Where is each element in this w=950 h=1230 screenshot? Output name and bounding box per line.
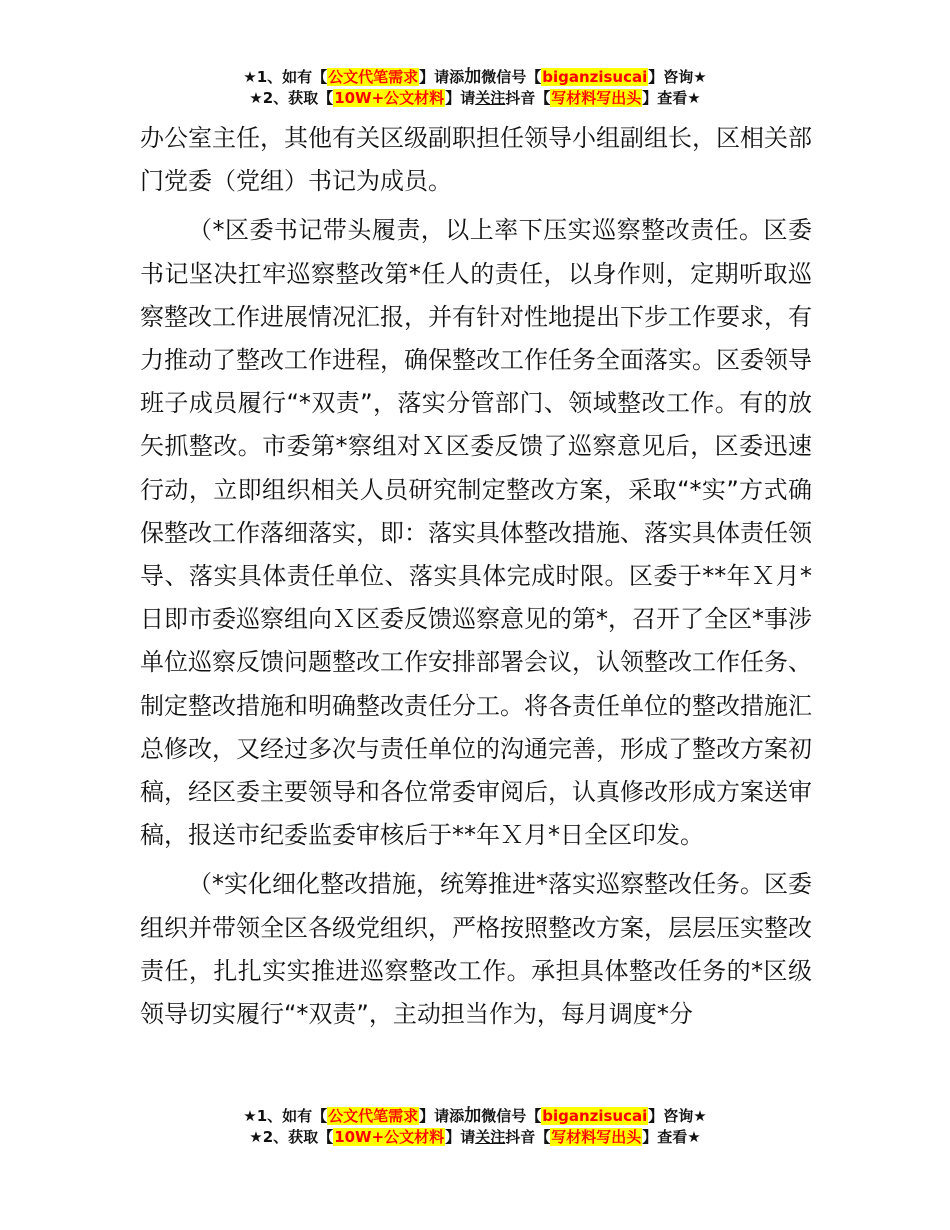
footer-banner-line-2: ★2、获取【10W+公文材料】请关注抖音【写材料写出头】查看★: [249, 1128, 701, 1146]
highlight-materials: 10W+公文材料: [334, 89, 445, 107]
highlight-douyin-account: 写材料写出头: [551, 1128, 642, 1146]
paragraph-rectification-measures: （*实化细化整改措施，统筹推进*落实巡察整改任务。区委组织并带领全区各级党组织，严格按照整改方案，层层压实整改责任，扎扎实实推进巡察整改工作。承担具体整改任务的*区级领导切实履行“*双责”，主动担当作为，每月调度*分: [140, 870, 812, 1029]
highlight-wechat-id: biganzisucai: [542, 1107, 648, 1125]
highlight-wechat-id: biganzisucai: [542, 68, 648, 86]
highlight-douyin-account: 写材料写出头: [551, 89, 642, 107]
footer-banner-line-1: ★1、如有【公文代笔需求】请添加微信号【biganzisucai】咨询★: [243, 1106, 707, 1126]
header-banner: [0, 67, 950, 109]
footer-banner: [0, 1106, 950, 1148]
highlight-materials: 10W+公文材料: [334, 1128, 445, 1146]
underlined-follow: 关注: [475, 89, 506, 107]
document-body: [140, 117, 812, 1036]
header-banner-line-1: ★1、如有【公文代笔需求】请添加微信号【biganzisucai】咨询★: [243, 67, 707, 87]
highlight-ghostwriting: 公文代笔需求: [328, 1107, 419, 1125]
paragraph-secretary-duties: （*区委书记带头履责，以上率下压实巡察整改责任。区委书记坚决扛牢巡察整改第*任人的责任，以身作则，定期听取巡察整改工作进展情况汇报，并有针对性地提出下步工作要求，有力推动了整改工作进程，确保整改工作任务全面落实。区委领导班子成员履行“*双责”，落实分管部门、领域整改工作。有的放矢抓整改。市委第*察组对Ｘ区委反馈了巡察意见后，区委迅速行动，立即组织相关人员研究制定整改方案，采取“*实”方式确保整改工作落细落实，即：落实具体整改措施、落实具体责任领导、落实具体责任单位、落实具体完成时限。区委于**年Ｘ月*日即市委巡察组向Ｘ区委反馈巡察意见的第*，召开了全区*事涉单位巡察反馈问题整改工作安排部署会议，认领整改工作任务、制定整改措施和明确整改责任分工。将各责任单位的整改措施汇总修改，又经过多次与责任单位的沟通完善，形成了整改方案初稿，经区委主要领导和各位常委审阅后，认真修改形成方案送审稿，报送市纪委监委审核后于**年Ｘ月*日全区印发。: [140, 216, 812, 850]
paragraph-continuation: 办公室主任，其他有关区级副职担任领导小组副组长，区相关部门党委（党组）书记为成员。: [140, 124, 812, 196]
header-banner-line-2: ★2、获取【10W+公文材料】请关注抖音【写材料写出头】查看★: [249, 89, 701, 107]
highlight-ghostwriting: 公文代笔需求: [328, 68, 419, 86]
underlined-follow: 关注: [475, 1128, 506, 1146]
